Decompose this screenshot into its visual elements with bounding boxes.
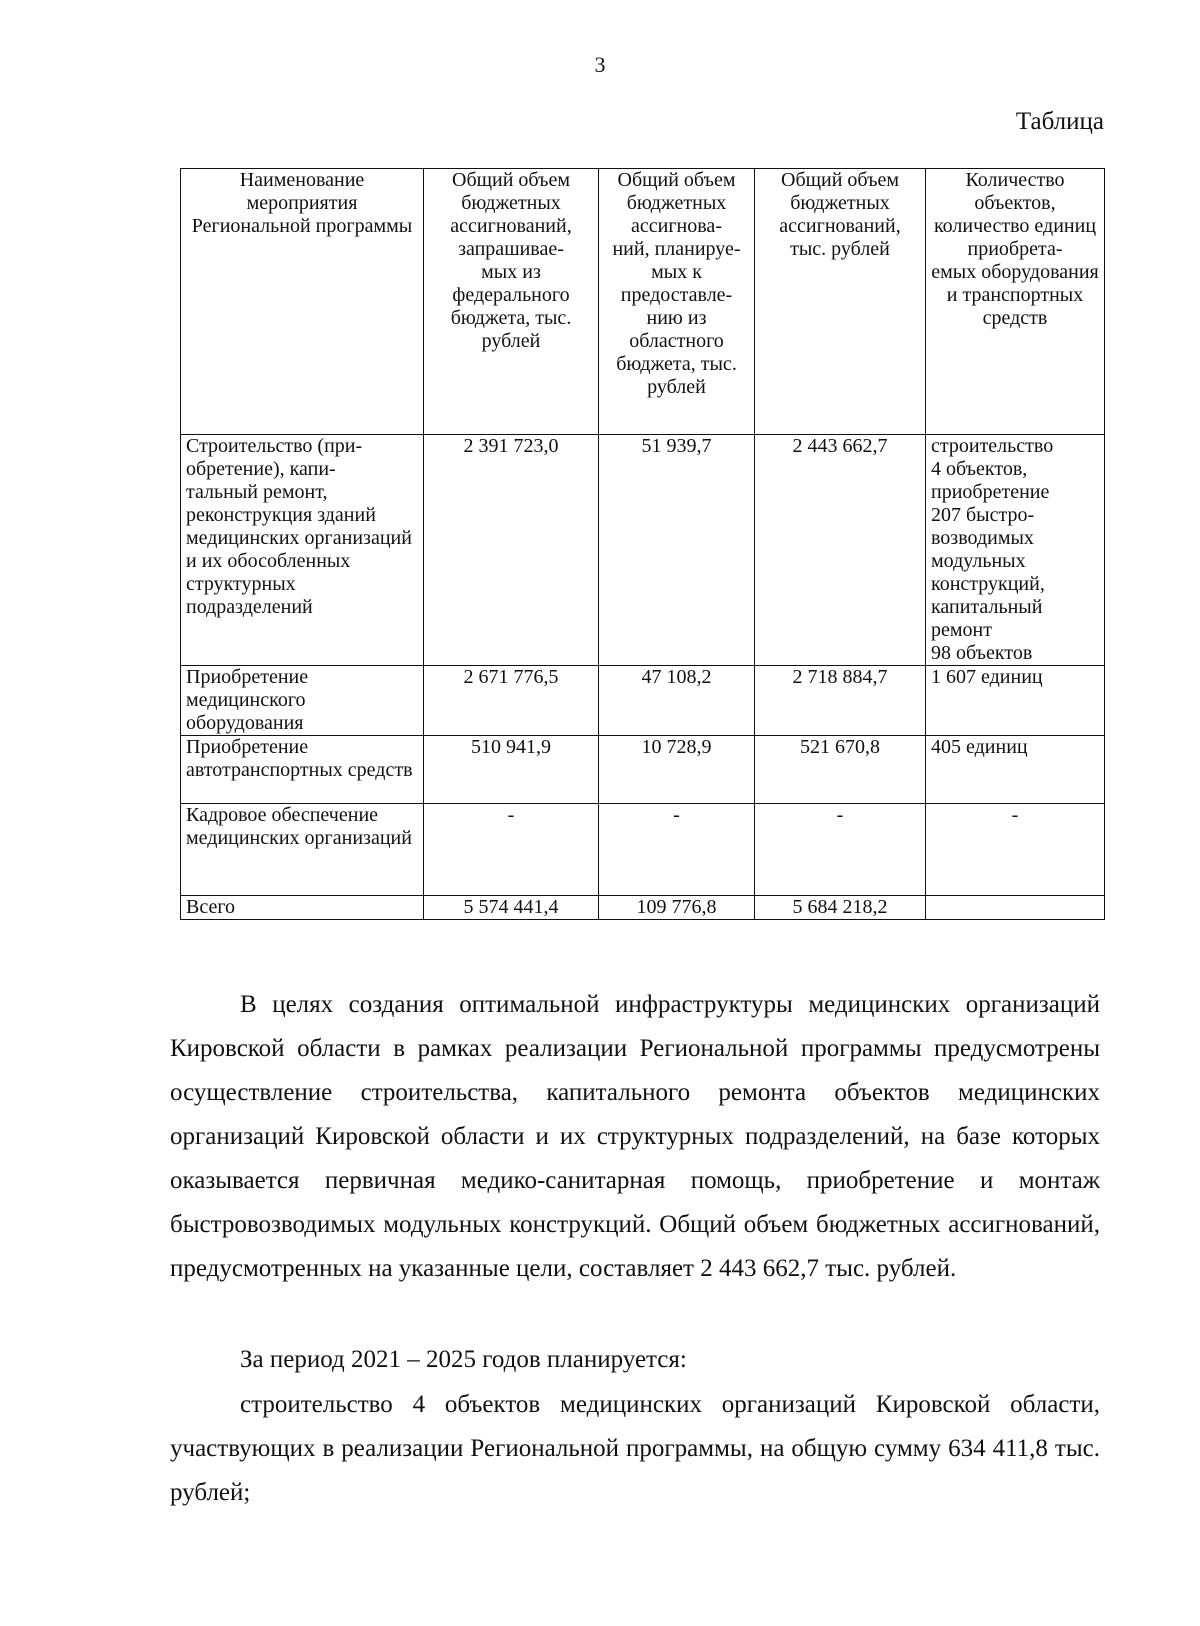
cell-federal: 5 574 441,4 (424, 896, 599, 920)
header-object-count: Количество объектов, количество единиц приобрета- емых оборудования и транспортных средств (926, 169, 1105, 435)
cell-total: 2 718 884,7 (755, 666, 926, 736)
paragraph-text: За период 2021 – 2025 годов планируется: (240, 1346, 687, 1373)
cell-name: Приобретение автотранспортных средств (181, 736, 424, 804)
cell-federal: - (424, 804, 599, 896)
table-row (181, 435, 1105, 666)
cell-regional: 47 108,2 (599, 666, 755, 736)
cell-count: 1 607 единиц (926, 666, 1105, 736)
header-federal-budget: Общий объем бюджетных ассигнований, запрашивае- мых из федерального бюджета, тыс. рублей (424, 169, 599, 435)
header-total-budget: Общий объем бюджетных ассигнований, тыс. рублей (755, 169, 926, 435)
cell-total: 2 443 662,7 (755, 435, 926, 666)
cell-total: 5 684 218,2 (755, 896, 926, 920)
cell-name: Строительство (при- обретение), капи- тальный ремонт, реконструкция зданий медицинских организаций и их обособленных структурных подразделений (181, 435, 424, 666)
header-event-name: Наименование мероприятия Региональной программы (181, 169, 424, 435)
table-total-row (181, 896, 1105, 920)
cell-count: 405 единиц (926, 736, 1105, 804)
header-regional-budget: Общий объем бюджетных ассигнова- ний, планируе- мых к предоставле- нию из областного бюджета, тыс. рублей (599, 169, 755, 435)
cell-count (926, 896, 1105, 920)
cell-name: Кадровое обеспечение медицинских организаций (181, 804, 424, 896)
cell-regional: - (599, 804, 755, 896)
table-row (181, 804, 1105, 896)
table-caption: Таблица (1015, 108, 1104, 135)
paragraph-construction (170, 1383, 1100, 1515)
table-row (181, 666, 1105, 736)
cell-regional: 51 939,7 (599, 435, 755, 666)
cell-count: - (926, 804, 1105, 896)
paragraph-period (170, 1338, 1100, 1382)
cell-federal: 2 391 723,0 (424, 435, 599, 666)
paragraph-text: В целях создания оптимальной инфраструктуры медицинских организаций Кировской области в рамках реализации Региональной программы предусмотрены осуществление строительства, капитального ремонта объектов медицинских организаций Кировской области и их структурных подразделений, на базе которых оказывается первичная медико-санитарная помощь, приобретение и монтаж быстровозводимых модульных конструкций. Общий объем бюджетных ассигнований, предусмотренных на указанные цели, составляет 2 443 662,7 тыс. рублей. (170, 991, 1100, 1282)
table-row (181, 736, 1105, 804)
page-number: 3 (594, 52, 606, 77)
paragraph-text: строительство 4 объектов медицинских организаций Кировской области, участвующих в реализации Региональной программы, на общую сумму 634 411,8 тыс. рублей; (170, 1391, 1100, 1506)
cell-total: 521 670,8 (755, 736, 926, 804)
cell-total: - (755, 804, 926, 896)
cell-regional: 109 776,8 (599, 896, 755, 920)
cell-regional: 10 728,9 (599, 736, 755, 804)
table-header-row (181, 169, 1105, 435)
cell-name: Приобретение медицинского оборудования (181, 666, 424, 736)
cell-federal: 2 671 776,5 (424, 666, 599, 736)
cell-count: строительство 4 объектов, приобретение 207 быстро- возводимых модульных конструкций, капитальный ремонт 98 объектов (926, 435, 1105, 666)
cell-name: Всего (181, 896, 424, 920)
cell-federal: 510 941,9 (424, 736, 599, 804)
budget-table (180, 168, 1105, 920)
paragraph-infrastructure (170, 983, 1100, 1291)
